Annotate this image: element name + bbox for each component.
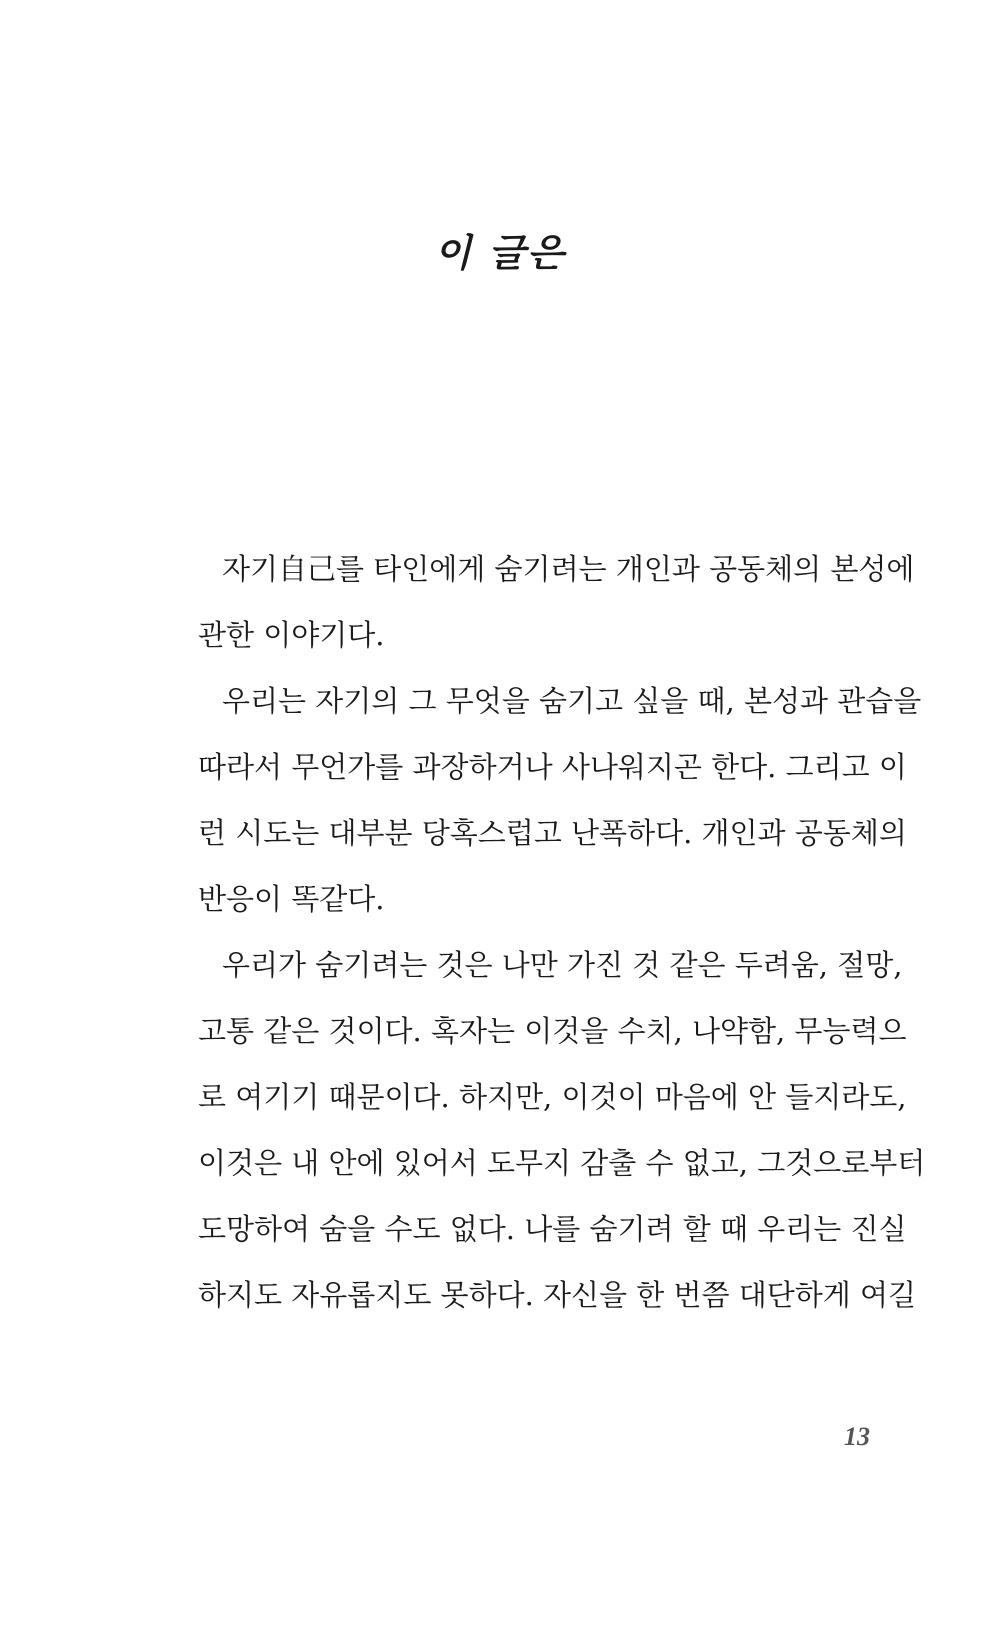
- text-line: 런 시도는 대부분 당혹스럽고 난폭하다. 개인과 공동체의: [198, 816, 907, 850]
- text-line: 관한 이야기다.: [198, 618, 385, 652]
- page-number: 13: [844, 1422, 870, 1451]
- chapter-title: 이 글은: [434, 231, 566, 275]
- body-text: [198, 536, 926, 1328]
- text-line: 도망하여 숨을 수도 없다. 나를 숨기려 할 때 우리는 진실: [198, 1212, 907, 1246]
- text-line: 우리가 숨기려는 것은 나만 가진 것 같은 두려움, 절망,: [222, 948, 903, 982]
- text-line: 이것은 내 안에 있어서 도무지 감출 수 없고, 그것으로부터: [198, 1146, 926, 1180]
- text-line: 로 여기기 때문이다. 하지만, 이것이 마음에 안 들지라도,: [198, 1080, 907, 1114]
- text-line: 고통 같은 것이다. 혹자는 이것을 수치, 나약함, 무능력으: [198, 1014, 907, 1048]
- text-line: 따라서 무언가를 과장하거나 사나워지곤 한다. 그리고 이: [198, 750, 907, 784]
- text-line: 반응이 똑같다.: [198, 882, 385, 916]
- text-line: 하지도 자유롭지도 못하다. 자신을 한 번쯤 대단하게 여길: [198, 1278, 917, 1312]
- text-line: 자기自己를 타인에게 숨기려는 개인과 공동체의 본성에: [222, 552, 915, 586]
- text-line: 우리는 자기의 그 무엇을 숨기고 싶을 때, 본성과 관습을: [222, 684, 922, 718]
